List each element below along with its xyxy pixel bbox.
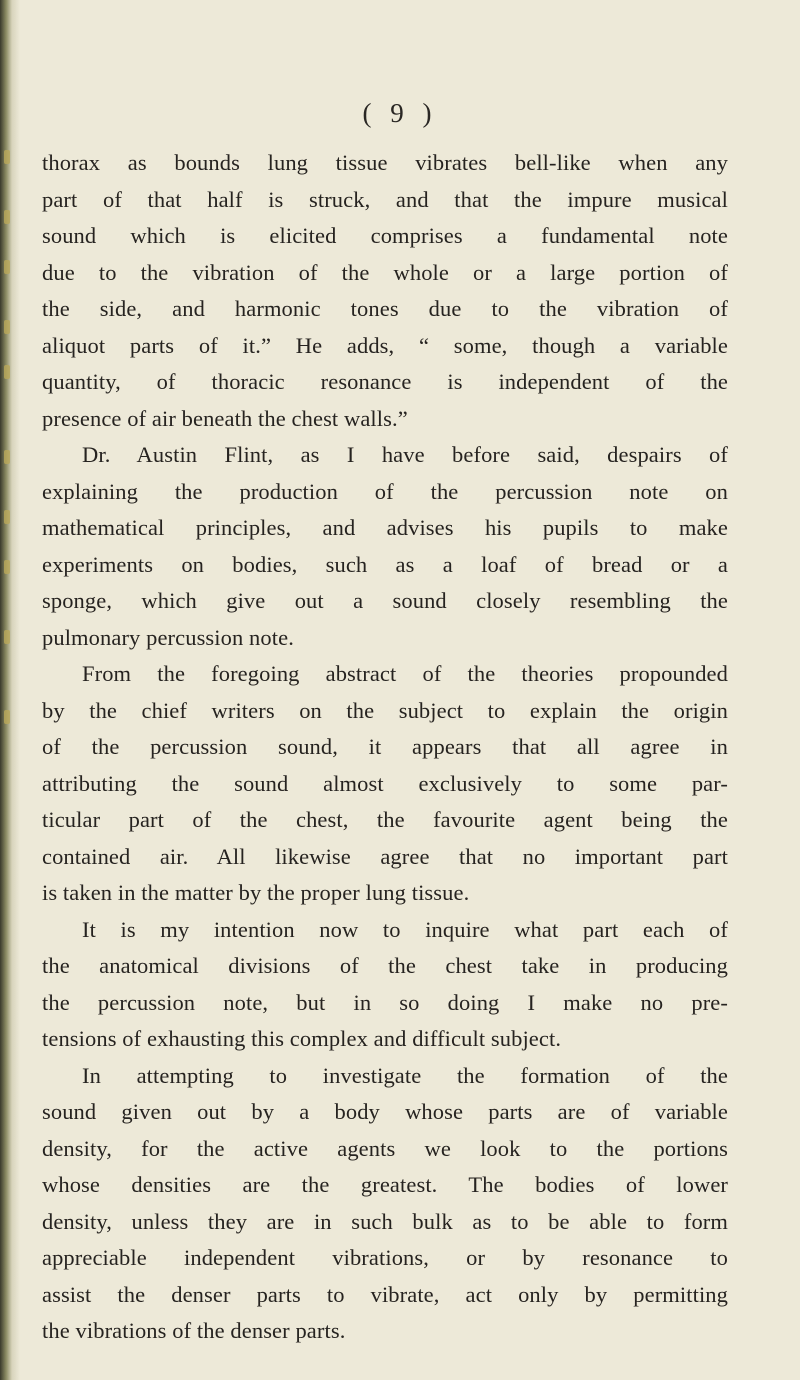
text-line: From the foregoing abstract of the theories propounded bbox=[82, 661, 728, 686]
text-line: sound given out by a body whose parts are of variable bbox=[42, 1099, 728, 1124]
text-line: the side, and harmonic tones due to the vibration of bbox=[42, 296, 728, 321]
text-line: experiments on bodies, such as a loaf of bread or a bbox=[42, 551, 728, 577]
body-text bbox=[42, 145, 728, 1350]
text-line: appreciable independent vibrations, or by resonance to bbox=[42, 1245, 728, 1270]
text-line: quantity, of thoracic resonance is independent of the bbox=[42, 369, 728, 394]
text-line: by the chief writers on the subject to explain the origin bbox=[42, 697, 728, 723]
text-line: sound which is elicited comprises a fundamental note bbox=[42, 223, 728, 248]
text-line: pulmonary percussion note. bbox=[42, 624, 294, 650]
text-line: mathematical principles, and advises his pupils to make bbox=[42, 515, 728, 540]
text-line: thorax as bounds lung tissue vibrates bell-like when any bbox=[42, 150, 728, 175]
text-line: presence of air beneath the chest walls.” bbox=[42, 405, 408, 431]
text-line: whose densities are the greatest. The bodies of lower bbox=[42, 1172, 728, 1197]
text-line: density, for the active agents we look to the portions bbox=[42, 1135, 728, 1161]
text-line: aliquot parts of it.” He adds, “ some, though a variable bbox=[42, 332, 728, 358]
text-line: tensions of exhausting this complex and difficult subject. bbox=[42, 1026, 562, 1051]
text-line: Dr. Austin Flint, as I have before said, despairs of bbox=[82, 442, 728, 467]
page-number: ( 9 ) bbox=[362, 98, 438, 128]
text-line: the percussion note, but in so doing I make no pre- bbox=[42, 989, 728, 1015]
binding-marks bbox=[0, 150, 14, 1050]
text-line: the vibrations of the denser parts. bbox=[42, 1318, 346, 1343]
text-line: due to the vibration of the whole or a large portion of bbox=[42, 259, 728, 285]
text-line: In attempting to investigate the formation of the bbox=[82, 1062, 728, 1088]
text-line: contained air. All likewise agree that no important part bbox=[42, 843, 728, 869]
text-line: is taken in the matter by the proper lung tissue. bbox=[42, 880, 470, 905]
text-line: part of that half is struck, and that the impure musical bbox=[42, 186, 728, 212]
text-line: sponge, which give out a sound closely resembling the bbox=[42, 588, 728, 613]
text-line: explaining the production of the percussion note on bbox=[42, 478, 728, 504]
text-line: ticular part of the chest, the favourite agent being the bbox=[42, 807, 728, 832]
text-line: assist the denser parts to vibrate, act only by permitting bbox=[42, 1281, 728, 1307]
text-line: of the percussion sound, it appears that all agree in bbox=[42, 734, 728, 759]
text-line: attributing the sound almost exclusively to some par- bbox=[42, 770, 728, 796]
text-line: It is my intention now to inquire what part each of bbox=[82, 916, 728, 942]
text-line: the anatomical divisions of the chest take in producing bbox=[42, 953, 728, 978]
text-line: density, unless they are in such bulk as to be able to form bbox=[42, 1208, 728, 1234]
